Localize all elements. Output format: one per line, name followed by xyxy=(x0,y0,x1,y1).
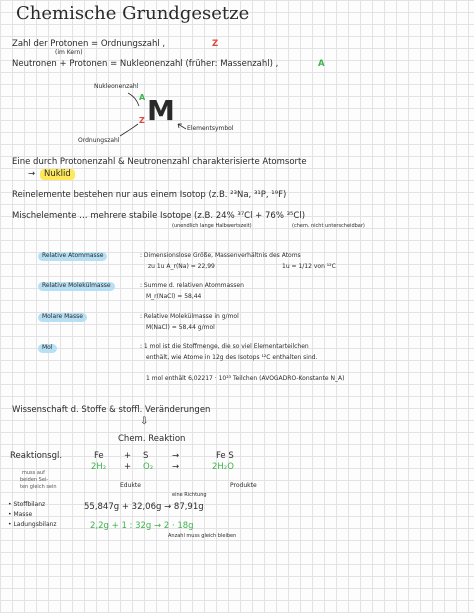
products-label: Produkte xyxy=(230,482,257,489)
neutrons-line: Neutronen + Protonen = Nukleonenzahl (früher: Massenzahl) , xyxy=(12,59,279,69)
diagram-A: A xyxy=(139,93,146,102)
mischelemente-note-right: (chem. nicht unterscheidbar) xyxy=(292,223,365,229)
def-line: M(NaCl) = 58,44 g/mol xyxy=(146,324,215,331)
bullet-ladungsbilanz: • Ladungsbilanz xyxy=(8,521,57,528)
section-arrow: ⇩ xyxy=(140,416,149,427)
reaction-note: beiden Sei- xyxy=(20,477,49,483)
bullet-stoffbilanz: • Stoffbilanz xyxy=(8,501,46,508)
def-line: zu 1u A_r(Na) = 22,99 xyxy=(148,263,215,270)
def-line: : Summe d. relativen Atommassen xyxy=(140,282,244,289)
reaction-note: muss auf xyxy=(22,470,45,476)
reaction-arrow: → xyxy=(172,451,180,461)
charge-equation: 2,2g + 1 : 32g → 2 · 18g xyxy=(90,521,194,531)
def-term-mol: Mol xyxy=(38,344,57,353)
direction-note: eine Richtung xyxy=(172,492,207,498)
reaction-lhs1: Fe xyxy=(94,451,104,461)
reinelemente-line: Reinelemente bestehen nur aus einem Isotop (z.B. ²³Na, ³¹P, ¹⁹F) xyxy=(12,190,287,200)
reaction-lhs2: S xyxy=(143,451,149,461)
nuclide-line: Eine durch Protonenzahl & Neutronenzahl charakterisierte Atomsorte xyxy=(12,157,307,167)
protons-sub: (im Kern) xyxy=(55,49,83,56)
def-term-relative-molekuelmasse: Relative Molekülmasse xyxy=(38,282,115,291)
def-line: : Dimensionslose Größe, Massenverhältnis des Atoms xyxy=(140,252,301,259)
mischelemente-note-left: (unendlich lange Halbwertszeit) xyxy=(172,223,252,229)
reaction-rhs: Fe S xyxy=(216,451,234,461)
page-title: Chemische Grundgesetze xyxy=(16,3,250,24)
protons-symbol: Z xyxy=(212,39,219,49)
reaction-plus: + xyxy=(124,462,132,472)
element-label: Elementsymbol xyxy=(187,125,234,132)
nuclide-highlight: Nuklid xyxy=(40,169,75,180)
def-line: : 1 mol ist die Stoffmenge, die so viel Elementarteilchen xyxy=(140,343,309,350)
def-line: 1 mol enthält 6,02217 · 10²³ Teilchen (AVOGADRO-Konstante N_A) xyxy=(146,375,345,382)
protons-line: Zahl der Protonen = Ordnungszahl , xyxy=(12,39,166,49)
def-term-relative-atommasse: Relative Atommasse xyxy=(38,252,107,261)
reaction-label: Reaktionsgl. xyxy=(10,451,63,461)
section-reaction-label: Chem. Reaktion xyxy=(118,434,186,444)
reaction-rhsb: 2H₂O xyxy=(212,462,234,472)
mischelemente-line: Mischelemente … mehrere stabile Isotope (z.B. 24% ³⁷Cl + 76% ³⁵Cl) xyxy=(12,211,306,221)
nucleon-label: Nukleonenzahl xyxy=(94,83,139,90)
mass-equation: 55,847g + 32,06g → 87,91g xyxy=(84,502,204,512)
def-line: M_r(NaCl) = 58,44 xyxy=(146,293,202,300)
reaction-lhs1b: 2H₂ xyxy=(91,462,107,472)
reaction-note: ten gleich sein xyxy=(20,484,57,490)
diagram-M: M xyxy=(147,94,175,127)
diagram-Z: Z xyxy=(139,116,145,125)
section-title: Wissenschaft d. Stoffe & stoffl. Veränderungen xyxy=(12,405,211,415)
def-term-molare-masse: Molare Masse xyxy=(38,313,87,322)
reaction-lhs2b: O₂ xyxy=(143,462,154,472)
def-line: enthält, wie Atome in 12g des Isotops ¹²C enthalten sind. xyxy=(146,354,318,361)
bottom-note: Anzahl muss gleich bleiben xyxy=(168,533,237,539)
bullet-masse: • Masse xyxy=(8,511,33,518)
educts-label: Edukte xyxy=(120,482,141,489)
atomic-label: Ordnungszahl xyxy=(78,137,120,144)
reaction-plus: + xyxy=(124,451,132,461)
def-line: : Relative Molekülmasse in g/mol xyxy=(140,313,239,320)
def-line: 1u = 1/12 von ¹²C xyxy=(282,263,336,270)
neutrons-symbol: A xyxy=(318,59,325,69)
nuclide-arrow: → xyxy=(28,169,36,179)
reaction-arrow: → xyxy=(172,462,180,472)
